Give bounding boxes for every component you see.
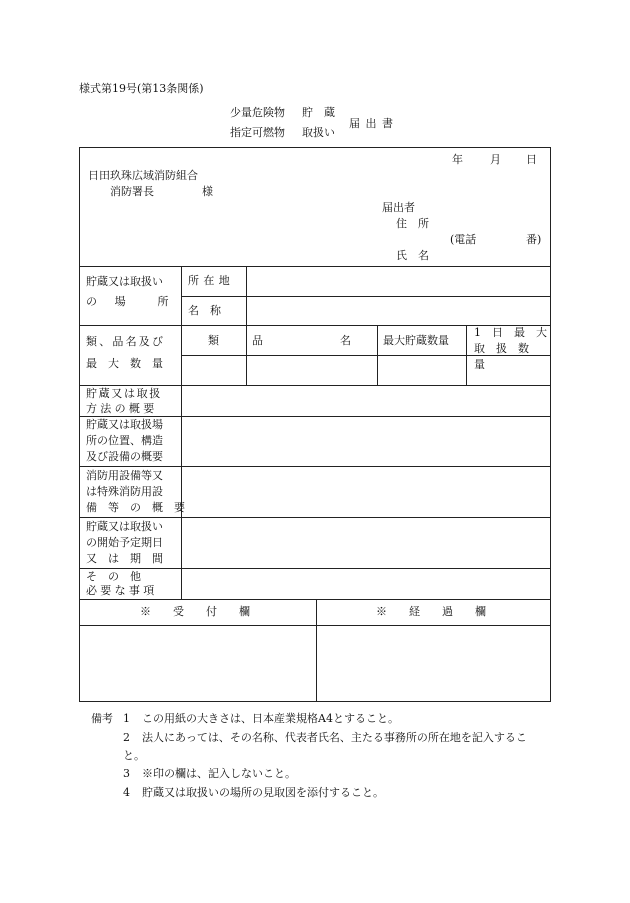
other-label-line1: そ の 他 [86, 570, 141, 583]
note-number: 4 [123, 786, 130, 799]
form-number: 様式第19号(第13条関係) [79, 82, 204, 95]
note-number: 3 [123, 767, 130, 780]
quantity-label-line2: 最 大 数 量 [86, 357, 163, 370]
notification-form-table [79, 147, 551, 702]
column-max-storage: 最大貯蔵数量 [383, 334, 449, 347]
note-text: この用紙の大きさは、日本産業規格A4とすること。 [142, 712, 399, 725]
addressee-chief: 消防署長 [110, 185, 154, 198]
title-storage: 貯 蔵 [302, 106, 335, 119]
name-field-label: 名 称 [188, 304, 221, 317]
name-label: 氏 名 [396, 249, 429, 262]
fire-equipment-label-line1: 消防用設備等又 [86, 469, 163, 482]
location-label-line2: の 場 所 [86, 295, 172, 308]
schedule-label-line3: 又 は 期 間 [86, 552, 163, 565]
location-label-line1: 貯蔵又は取扱い [86, 275, 163, 288]
title-designated-combustible: 指定可燃物 [230, 126, 285, 139]
fire-equipment-label-line2: は特殊消防用設 [86, 485, 163, 498]
addressee-organization: 日田玖珠広域消防組合 [88, 169, 198, 182]
other-label-line2: 必要な事項 [86, 584, 158, 597]
facility-label-line1: 貯蔵又は取扱場 [86, 418, 163, 431]
quantity-label-line1: 類、品名及び [86, 335, 166, 348]
title-notification: 届出書 [349, 117, 399, 130]
fire-equipment-label-line3: 備 等 の 概 要 [86, 501, 185, 514]
column-item-name: 品 名 [252, 334, 351, 347]
note-text-continued: と。 [123, 749, 145, 762]
note-number: 1 [123, 712, 130, 725]
date-day-label: 日 [526, 153, 537, 166]
notes-heading: 備考 [91, 712, 113, 725]
note-number: 2 [123, 731, 130, 744]
date-month-label: 月 [490, 153, 501, 166]
method-label-line2: 方法の概要 [86, 402, 158, 415]
phone-label: (電話 [450, 233, 477, 246]
note-text: ※印の欄は、記入しないこと。 [142, 767, 296, 780]
applicant-label: 届出者 [382, 201, 415, 214]
date-year-label: 年 [452, 153, 463, 166]
address-field-label: 所在地 [188, 274, 235, 287]
column-daily-max-line2: 取 扱 数 量 [474, 342, 540, 371]
note-text: 法人にあっては、その名称、代表者氏名、主たる事務所の所在地を記入するこ [142, 731, 527, 744]
facility-label-line3: 及び設備の概要 [86, 450, 163, 463]
facility-label-line2: 所の位置、構造 [86, 434, 163, 447]
column-class: 類 [208, 334, 219, 347]
schedule-label-line2: の開始予定期日 [86, 536, 163, 549]
note-text: 貯蔵又は取扱いの場所の見取図を添付すること。 [142, 786, 384, 799]
address-label: 住 所 [396, 217, 429, 230]
phone-suffix: 番) [526, 233, 542, 246]
method-label-line1: 貯蔵又は取扱 [86, 387, 162, 400]
title-handling: 取扱い [302, 126, 335, 139]
schedule-label-line1: 貯蔵又は取扱い [86, 520, 163, 533]
column-daily-max-line1: 1 日 最 大 [474, 326, 547, 339]
reception-column-header: ※ 受 付 欄 [140, 605, 250, 618]
addressee-honorific: 様 [202, 185, 213, 198]
progress-column-header: ※ 経 過 欄 [376, 605, 486, 618]
title-small-hazard: 少量危険物 [230, 106, 285, 119]
